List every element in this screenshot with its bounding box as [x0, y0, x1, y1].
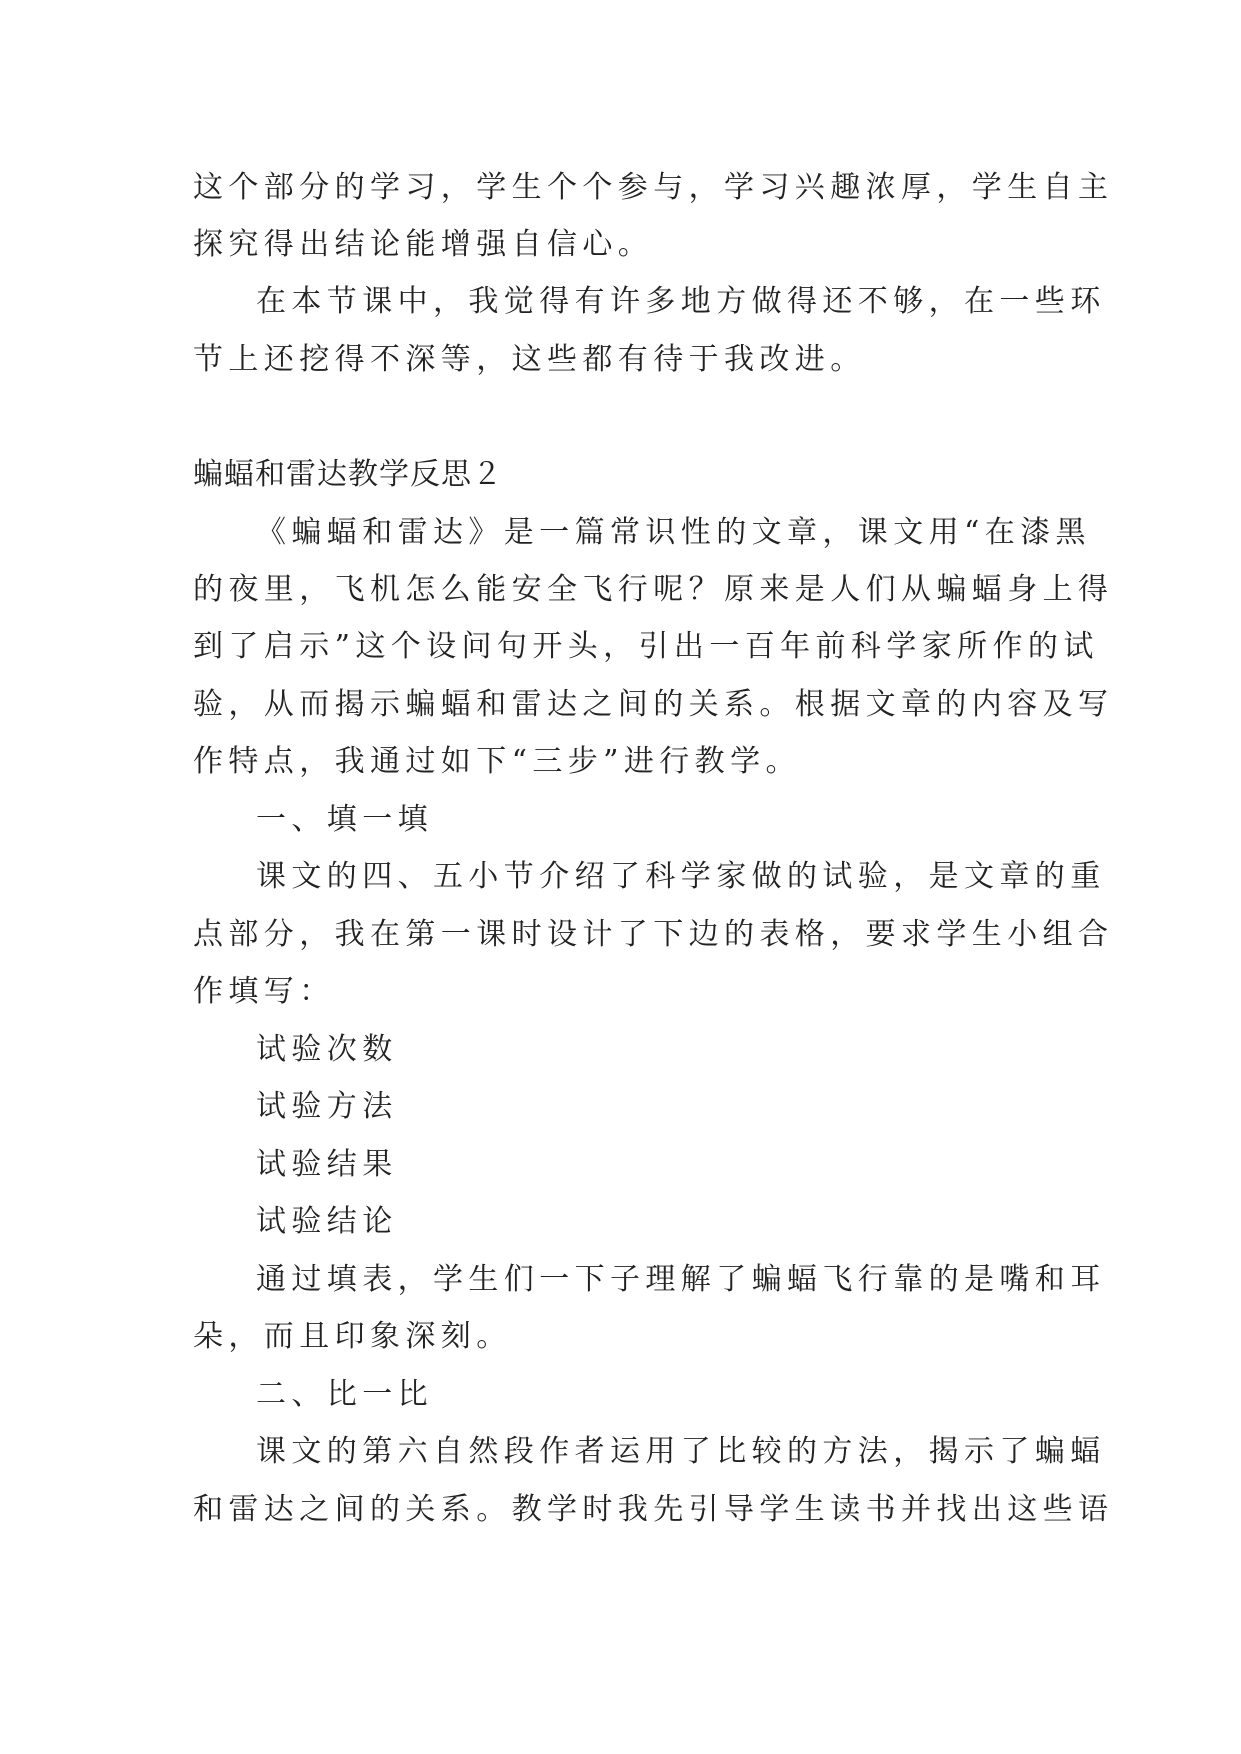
- paragraph-line: 在本节课中，我觉得有许多地方做得还不够，在一些环: [256, 284, 1106, 319]
- paragraph-line: 探究得出结论能增强自信心。: [193, 227, 654, 262]
- paragraph-line: 作特点，我通过如下“三步”进行教学。: [193, 744, 801, 779]
- paragraph-line: 《蝙蝠和雷达》是一篇常识性的文章，课文用“在漆黑: [256, 515, 1091, 550]
- paragraph-line: 这个部分的学习，学生个个参与，学习兴趣浓厚，学生自主: [193, 170, 1114, 205]
- paragraph-line: 点部分，我在第一课时设计了下边的表格，要求学生小组合: [193, 917, 1114, 952]
- paragraph-line: 和雷达之间的关系。教学时我先引导学生读书并找出这些语: [193, 1492, 1114, 1527]
- table-item: 试验方法: [256, 1089, 398, 1124]
- paragraph-line: 作填写：: [193, 974, 335, 1009]
- paragraph-line: 节上还挖得不深等，这些都有待于我改进。: [193, 342, 866, 377]
- paragraph-line: 验，从而揭示蝙蝠和雷达之间的关系。根据文章的内容及写: [193, 687, 1114, 722]
- paragraph-line: 课文的第六自然段作者运用了比较的方法，揭示了蝙蝠: [256, 1434, 1106, 1469]
- paragraph-line: 课文的四、五小节介绍了科学家做的试验，是文章的重: [256, 859, 1106, 894]
- paragraph-line: 到了启示”这个设问句开头，引出一百年前科学家所作的试: [193, 629, 1099, 664]
- section-heading: 蝙蝠和雷达教学反思２: [193, 457, 503, 492]
- subheading: 一、填一填: [256, 802, 433, 837]
- table-item: 试验结果: [256, 1147, 398, 1182]
- paragraph-line: 朵，而且印象深刻。: [193, 1319, 512, 1354]
- paragraph-line: 通过填表，学生们一下子理解了蝙蝠飞行靠的是嘴和耳: [256, 1262, 1106, 1297]
- subheading: 二、比一比: [256, 1377, 433, 1412]
- paragraph-line: 的夜里，飞机怎么能安全飞行呢？原来是人们从蝙蝠身上得: [193, 572, 1114, 607]
- table-item: 试验结论: [256, 1204, 398, 1239]
- table-item: 试验次数: [256, 1032, 398, 1067]
